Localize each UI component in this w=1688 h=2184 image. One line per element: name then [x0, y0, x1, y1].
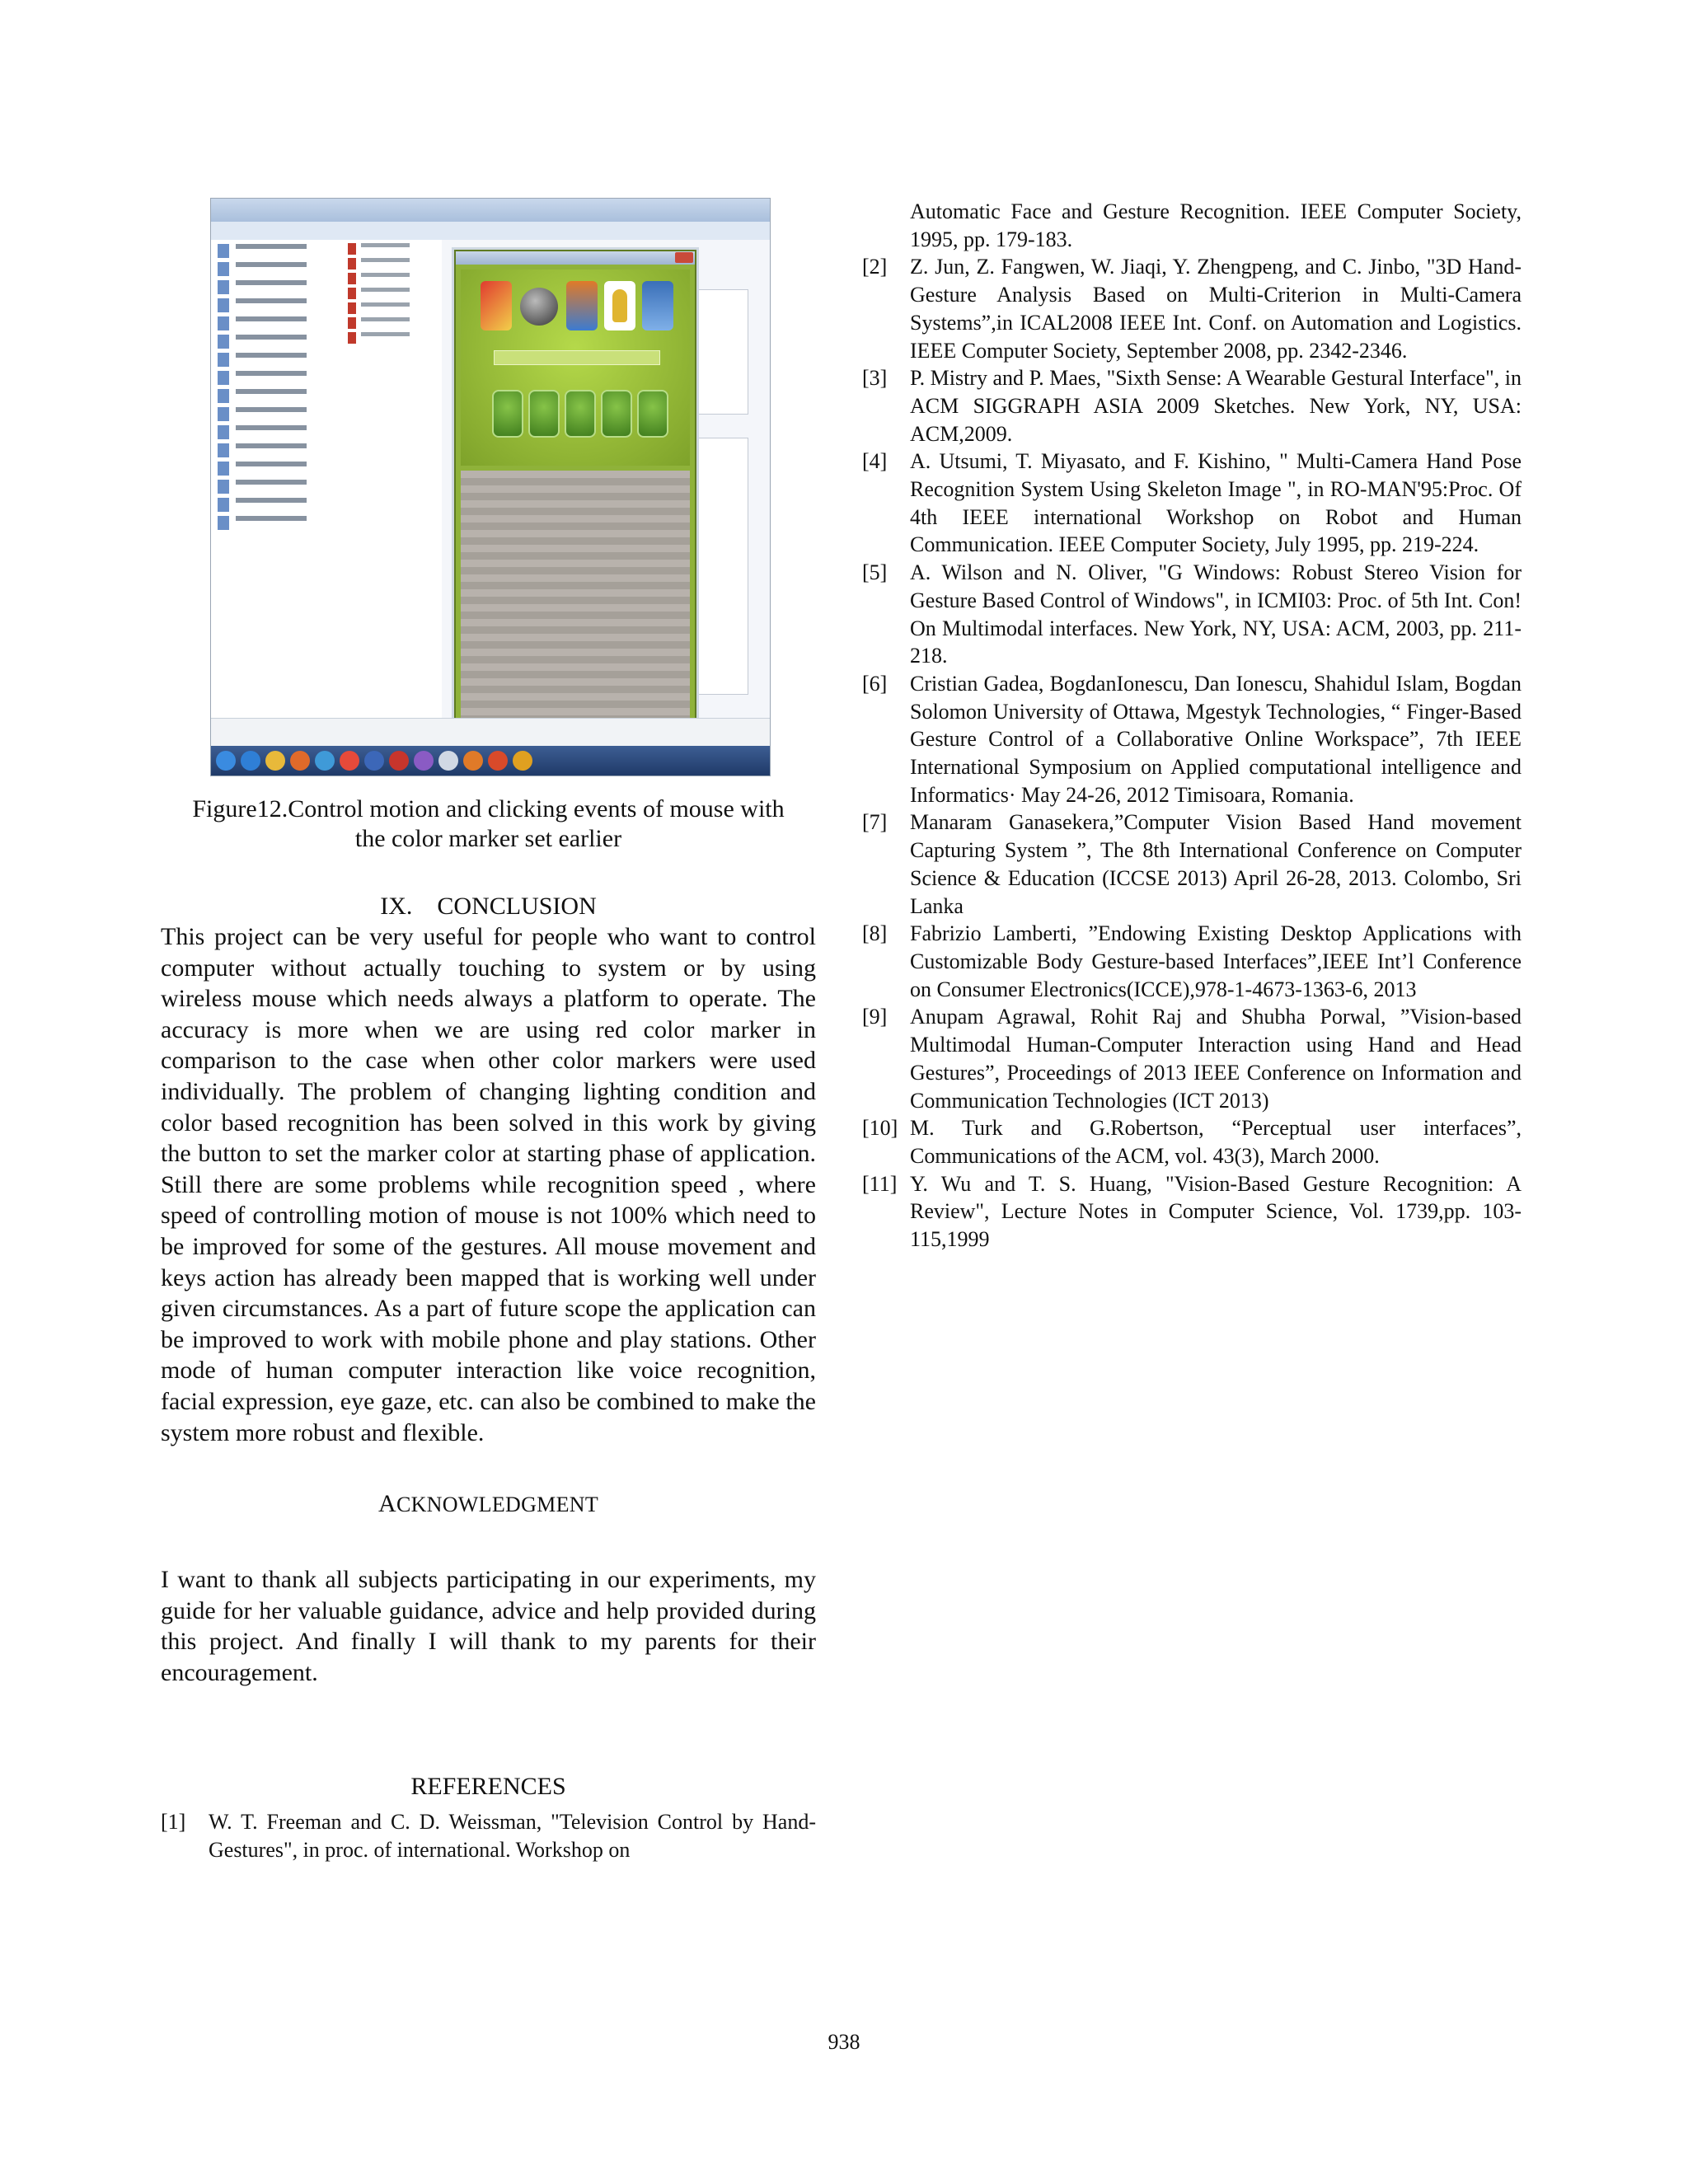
figure-camera-feed	[461, 471, 690, 733]
figure-gesture-app-window	[454, 250, 696, 743]
reference-item	[862, 808, 1522, 920]
reference-item	[862, 920, 1522, 1003]
left-column	[161, 198, 816, 1864]
conclusion-heading: IX. CONCLUSION	[380, 893, 597, 920]
figure-app-button-2	[528, 390, 560, 438]
figure-app-status-field	[494, 350, 660, 365]
ppt-icon	[463, 751, 483, 771]
reference-text: Manaram Ganasekera,”Computer Vision Based Hand movement Capturing System ”, The 8th International Conference on Computer Science & Education (ICCSE 2013) April 26-28, 2013. Colombo, Sri Lanka	[910, 810, 1522, 918]
references-heading: REFERENCES	[410, 1773, 566, 1801]
hand-icon	[604, 281, 635, 330]
figure-taskbar	[211, 746, 770, 776]
figure-file-list	[343, 240, 442, 718]
app-icon	[364, 751, 384, 771]
reference-number: [3]	[862, 366, 888, 391]
doc-icon	[438, 751, 458, 771]
figure-caption-line-1: Figure12.Control motion and clicking events of mouse with	[192, 795, 785, 823]
figure-explorer-details-bar	[211, 718, 770, 747]
reference-number: [9]	[862, 1005, 888, 1029]
vs-icon	[414, 751, 434, 771]
acknowledgment-paragraph: I want to thank all subjects participating in our experiments, my guide for her valuable guidance, advice and help provided during this project. And finally I will thank to my parents for their encouragement.	[161, 1566, 816, 1686]
figure-explorer-nav-pane	[211, 240, 344, 718]
reference-text: Anupam Agrawal, Rohit Raj and Shubha Porwal, ”Vision-based Multimodal Human-Computer Interaction using Hand and Head Gestures”, Proceedings of 2013 IEEE Conference on Information and Communication Technologies (ICT 2013)	[910, 1005, 1522, 1113]
reference-number: [7]	[862, 810, 888, 835]
paint-app-icon	[488, 751, 508, 771]
reference-text: P. Mistry and P. Maes, "Sixth Sense: A Wearable Gestural Interface", in ACM SIGGRAPH ASIA 2009 Sketches. New York, NY, USA: ACM,2009.	[910, 366, 1522, 446]
conclusion-paragraph: This project can be very useful for people who want to control computer without actually touching to system or by using wireless mouse which needs always a platform to operate. The accuracy is more when we are using red color marker in comparison to the case when other color markers were used individually. The problem of changing lighting condition and color based recognition has been solved in this work by giving the button to set the marker color at starting phase of application. Still there are some problems while recognition speed , where speed of controlling motion of mouse is not 100% which need to be improved for some of the gestures. All mouse movement and keys action has already been mapped that is working well under given circumstances. As a part of future scope the application can be improved to work with mobile phone and play stations. Other mode of human computer interaction like voice recognition, facial expression, eye gaze, etc. can also be combined to make the system more robust and flexible.	[161, 923, 816, 1446]
tools-icon	[566, 281, 598, 330]
folder-icon	[265, 751, 285, 771]
reference-item	[862, 253, 1522, 364]
references-list-right	[862, 198, 1522, 1254]
reference-number: [4]	[862, 449, 888, 474]
right-column	[862, 198, 1522, 1254]
network-icon	[642, 281, 673, 330]
media-icon	[290, 751, 310, 771]
reference-text: M. Turk and G.Robertson, “Perceptual user interfaces”, Communications of the ACM, vol. 43(3), March 2000.	[910, 1116, 1522, 1168]
start-icon	[216, 751, 236, 771]
close-icon	[675, 252, 693, 263]
reference-text: Fabrizio Lamberti, ”Endowing Existing Desktop Applications with Customizable Body Gesture-based Interfaces”,IEEE Int’l Conference on Consumer Electronics(ICCE),978-1-4673-1363-6, 2013	[910, 921, 1522, 1001]
reference-item	[862, 1170, 1522, 1254]
figure-app-button-5	[637, 390, 668, 438]
reference-item	[862, 448, 1522, 559]
ie-icon	[241, 751, 260, 771]
figure-app-titlebar	[456, 251, 695, 265]
figure-app-button-4	[601, 390, 632, 438]
page-number: 938	[828, 2030, 860, 2054]
reference-text: Y. Wu and T. S. Huang, "Vision-Based Gesture Recognition: A Review", Lecture Notes in Computer Science, Vol. 1739,pp. 103-115,1999	[910, 1171, 1522, 1252]
vlc-icon	[513, 751, 532, 771]
acknowledgment-heading-rest: CKNOWLEDGMENT	[396, 1493, 599, 1517]
figure-app-button-1	[492, 390, 523, 438]
reference-number: [10]	[862, 1116, 898, 1141]
pdf-icon	[389, 751, 409, 771]
reference-item	[862, 364, 1522, 448]
figure-app-control-panel	[461, 269, 690, 466]
reference-text: Z. Jun, Z. Fangwen, W. Jiaqi, Y. Zhengpeng, and C. Jinbo, "3D Hand-Gesture Analysis Based on Multi-Criterion in Multi-Camera Systems”,in ICAL2008 IEEE Int. Conf. on Automation and Logistics. IEEE Computer Society, September 2008, pp. 2342-2346.	[910, 255, 1522, 363]
opera-icon	[340, 751, 359, 771]
reference-number: [5]	[862, 560, 888, 585]
figure-app-button-3	[565, 390, 596, 438]
figure-address-bar	[211, 199, 770, 222]
reference-number: [2]	[862, 255, 888, 279]
figure-12-screenshot	[210, 198, 771, 776]
reference-number: [11]	[862, 1171, 898, 1196]
figure-caption-line-2: the color marker set earlier	[354, 825, 622, 852]
figure-toolbar	[211, 222, 770, 241]
acknowledgment-heading-initial: A	[377, 1490, 396, 1518]
reference-item	[862, 1003, 1522, 1114]
reference-item	[862, 559, 1522, 670]
reference-text: A. Utsumi, T. Miyasato, and F. Kishino, " Multi-Camera Hand Pose Recognition System Using Skeleton Image ", in RO-MAN'95:Proc. Of 4th IEEE international Workshop on Robot and Human Communication. IEEE Computer Society, July 1995, pp. 219-224.	[910, 449, 1522, 557]
ball-icon	[520, 288, 558, 326]
references-list-left	[161, 1808, 816, 1863]
reference-number: [8]	[862, 921, 888, 946]
figure-caption	[161, 794, 816, 854]
reference-1-continued: Automatic Face and Gesture Recognition. IEEE Computer Society, 1995, pp. 179-183.	[910, 199, 1522, 251]
reference-item	[862, 670, 1522, 809]
reference-number: [1]	[161, 1810, 186, 1835]
reference-text: A. Wilson and N. Oliver, "G Windows: Robust Stereo Vision for Gesture Based Control of Windows", in ICMI03: Proc. of 5th Int. Con! On Multimodal interfaces. New York, NY, USA: ACM, 2003, pp. 211-218.	[910, 560, 1522, 668]
chrome-icon	[315, 751, 335, 771]
reference-text: W. T. Freeman and C. D. Weissman, "Television Control by Hand-Gestures", in proc. of international. Workshop on	[209, 1810, 816, 1863]
reference-number: [6]	[862, 671, 888, 696]
acknowledgment-heading	[161, 1489, 816, 1520]
reference-item	[862, 1114, 1522, 1169]
paint-icon	[481, 281, 512, 330]
reference-item	[161, 1808, 816, 1863]
reference-text: Cristian Gadea, BogdanIonescu, Dan Ionescu, Shahidul Islam, Bogdan Solomon University of Ottawa, Mgestyk Technologies, “ Finger-Based Gesture Control of a Collaborative Online Workspace”, 7th IEEE International Symposium on Applied computational intelligence and Informatics· May 24-26, 2012 Timisoara, Romania.	[910, 671, 1522, 807]
